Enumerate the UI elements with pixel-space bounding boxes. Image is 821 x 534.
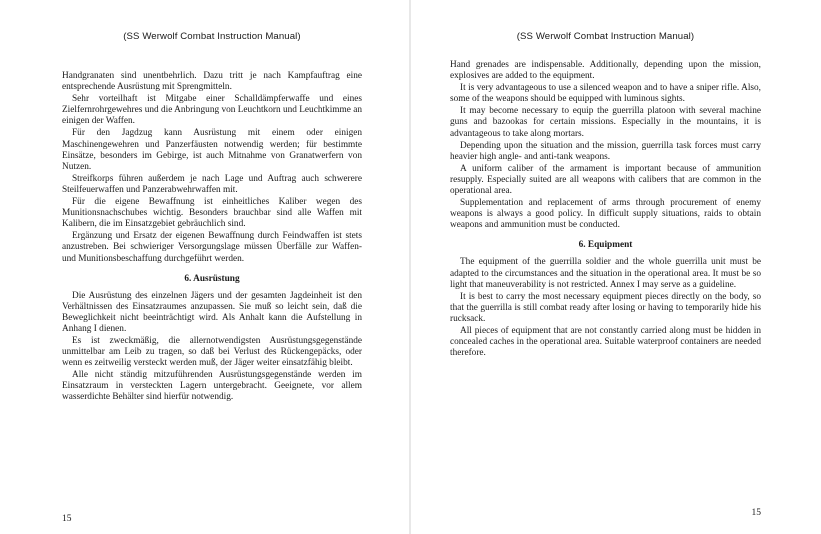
paragraph: Für den Jagdzug kann Ausrüstung mit einem oder einigen Maschinengewehren und Panzerfäusten notwendig werden; für bestimmte Einsätze, besonders im Gebirge, ist auch Mitnahme von Granatwerfern von Nutzen. <box>62 128 362 172</box>
running-head: (SS Werwolf Combat Instruction Manual) <box>123 31 301 42</box>
paragraph: All pieces of equipment that are not constantly carried along must be hidden in concealed caches in the operational area. Suitable waterproof containers are needed therefore. <box>450 325 761 359</box>
right-page <box>410 0 821 534</box>
paragraph: Ergänzung und Ersatz der eigenen Bewaffnung durch Feindwaffen ist stets anzustreben. Bei schwieriger Versorgungslage müssen Überfälle zur Waffen- und Munitionsbeschaffung durchgeführt werden. <box>62 231 362 264</box>
paragraph: Es ist zweckmäßig, die allernotwendigsten Ausrüstungsgegenstände unmittelbar am Leib zu tragen, so daß bei Verlust des Rückengepäcks, oder wenn es zeitweilig versteckt werden muß, der Jäger weiter einsatzfähig bleibt. <box>62 335 362 369</box>
paragraph: It is best to carry the most necessary equipment pieces directly on the body, so that the guerrilla is still combat ready after losing or having to temporarily hide his rucksack. <box>450 291 761 324</box>
paragraph: Hand grenades are indispensable. Additionally, depending upon the mission, explosives are added to the equipment. <box>450 60 761 82</box>
running-head: (SS Werwolf Combat Instruction Manual) <box>516 31 695 42</box>
paragraph: It may become necessary to equip the guerrilla platoon with several machine guns and bazookas for certain missions. Especially in the mountains, it is advantageous to take along mortars. <box>450 106 761 139</box>
paragraph: Handgranaten sind unentbehrlich. Dazu tritt je nach Kampfauftrag eine entsprechende Ausrüstung mit Sprengmitteln. <box>62 71 362 93</box>
paragraph: The equipment of the guerrilla soldier and the whole guerrilla unit must be adapted to the circumstances and the situation in the operational area. It must be so light that maneuverability is not restricted. Annex I may serve as a guideline. <box>450 257 761 290</box>
paragraph: Supplementation and replacement of arms through procurement of enemy weapons is always a good policy. In difficult supply situations, raids to obtain weapons and ammunition must be conducted. <box>450 198 761 231</box>
page-number: 15 <box>62 514 72 524</box>
paragraph: Die Ausrüstung des einzelnen Jägers und der gesamten Jagdeinheit ist den Verhältnissen des Einsatzraumes anzupassen. Sie muß so leicht sein, daß die Beweglichkeit nicht beeinträchtigt wird. Als Anhalt kann die Aufstellung in Anhang I dienen. <box>62 290 362 334</box>
section-title: 6. Equipment <box>578 240 633 251</box>
page-number: 15 <box>751 508 761 518</box>
paragraph: Sehr vorteilhaft ist Mitgabe einer Schalldämpferwaffe und eines Zielfernrohrgewehres und die Anbringung von Leuchtkorn und Leuchtkimme an einigen der Waffen. <box>62 94 362 127</box>
page-body <box>62 71 362 404</box>
left-page <box>0 0 410 534</box>
paragraph: A uniform caliber of the armament is important because of ammunition resupply. Especially suited are all weapons with calibers that are common in the operational area. <box>450 163 761 197</box>
section-title: 6. Ausrüstung <box>184 273 240 284</box>
paragraph: It is very advantageous to use a silenced weapon and to have a sniper rifle. Also, some of the weapons should be equipped with luminous sights. <box>450 83 761 105</box>
paragraph: Alle nicht ständig mitzuführenden Ausrüstungsgegenstände werden im Einsatzraum in versteckten Lagern untergebracht. Geeignete, vor allem wasserdichte Behälter sind hierfür notwendig. <box>62 370 362 403</box>
paragraph: Für die eigene Bewaffnung ist einheitliches Kaliber wegen des Munitionsnachschubes wichtig. Besonders brauchbar sind alle Waffen mit Kalibern, die im Einsatzgebiet gebräuchlich sind. <box>62 197 362 230</box>
paragraph: Depending upon the situation and the mission, guerrilla task forces must carry heavier high angle- and anti-tank weapons. <box>450 140 761 162</box>
page-body <box>450 60 761 359</box>
paragraph: Streifkorps führen außerdem je nach Lage und Auftrag auch schwerere Steilfeuerwaffen und Panzerabwehrwaffen mit. <box>62 173 362 195</box>
